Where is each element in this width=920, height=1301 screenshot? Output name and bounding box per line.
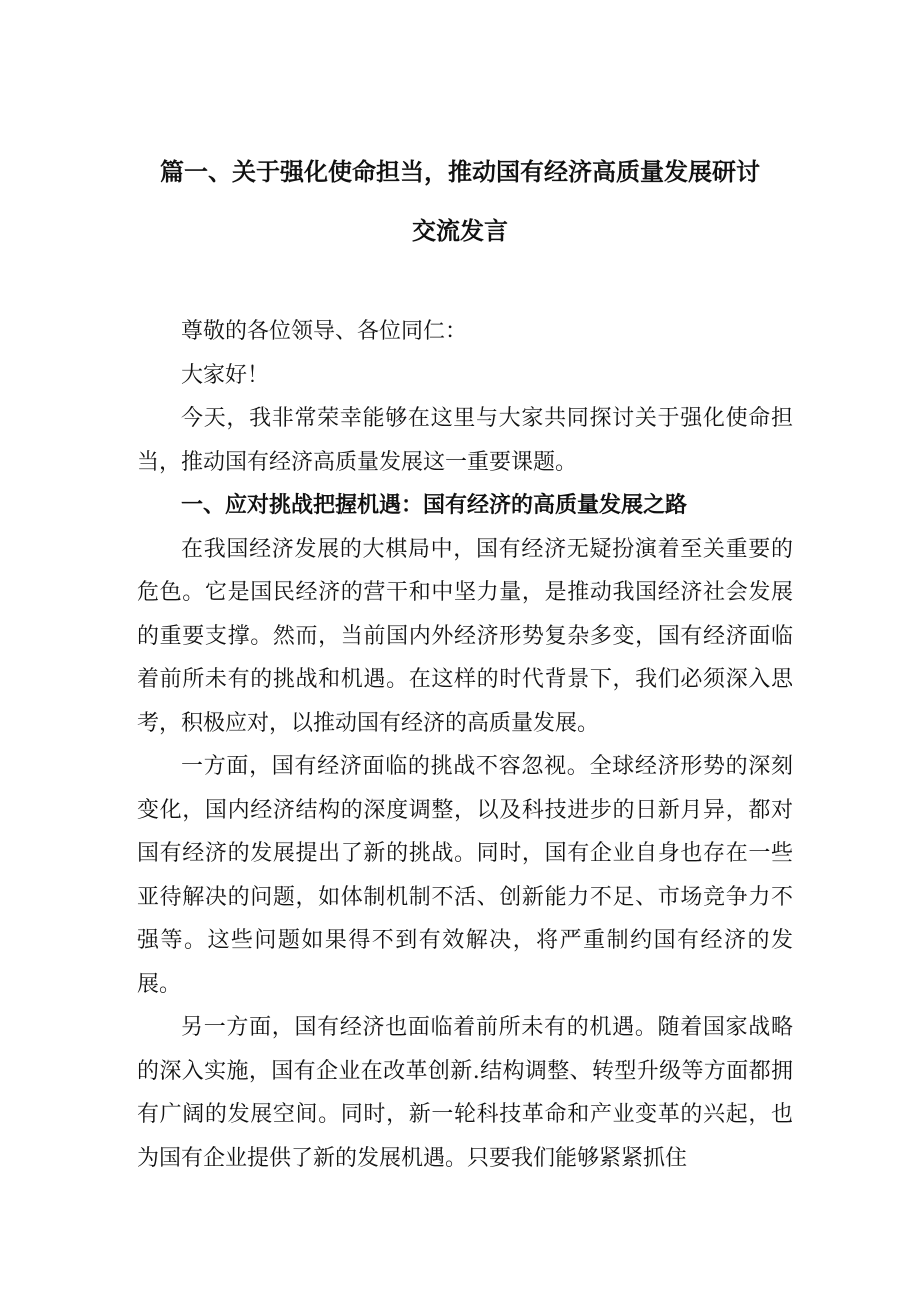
intro-paragraph: 今天，我非常荣幸能够在这里与大家共同探讨关于强化使命担当，推动国有经济高质量发展这一重要课题。 <box>137 406 793 475</box>
greeting: 大家好！ <box>181 362 270 388</box>
section-heading-1: 一、应对挑战把握机遇：国有经济的高质量发展之路 <box>181 493 688 518</box>
document-title-line-1: 篇一、关于强化使命担当，推动国有经济高质量发展研讨 <box>160 158 760 186</box>
body-paragraph-1: 在我国经济发展的大棋局中，国有经济无疑扮演着至关重要的危色。它是国民经济的营干和中坚力量，是推动我国经济社会发展的重要支撑。然而，当前国内外经济形势复杂多变，国有经济面临着前所未有的挑战和机遇。在这样的时代背景下，我们必须深入思考，积极应对，以推动国有经济的高质量发展。 <box>137 536 793 736</box>
body-paragraph-3: 另一方面，国有经济也面临着前所未有的机遇。随着国家战略的深入实施，国有企业在改革创新.结构调整、转型升级等方面都拥有广阔的发展空间。同时，新一轮科技革命和产业变革的兴起，也为国有企业提供了新的发展机遇。只要我们能够紧紧抓住 <box>137 1015 793 1171</box>
salutation: 尊敬的各位领导、各位同仁： <box>181 319 468 344</box>
document-title-line-2: 交流发言 <box>412 217 508 245</box>
body-paragraph-2: 一方面，国有经济面临的挑战不容忽视。全球经济形势的深刻变化，国内经济结构的深度调整，以及科技进步的日新月异，都对国有经济的发展提出了新的挑战。同时，国有企业自身也存在一些亚待解决的问题，如体制机制不活、创新能力不足、市场竞争力不强等。这些问题如果得不到有效解决，将严重制约国有经济的发展。 <box>137 754 793 997</box>
document-body <box>137 310 793 1180</box>
